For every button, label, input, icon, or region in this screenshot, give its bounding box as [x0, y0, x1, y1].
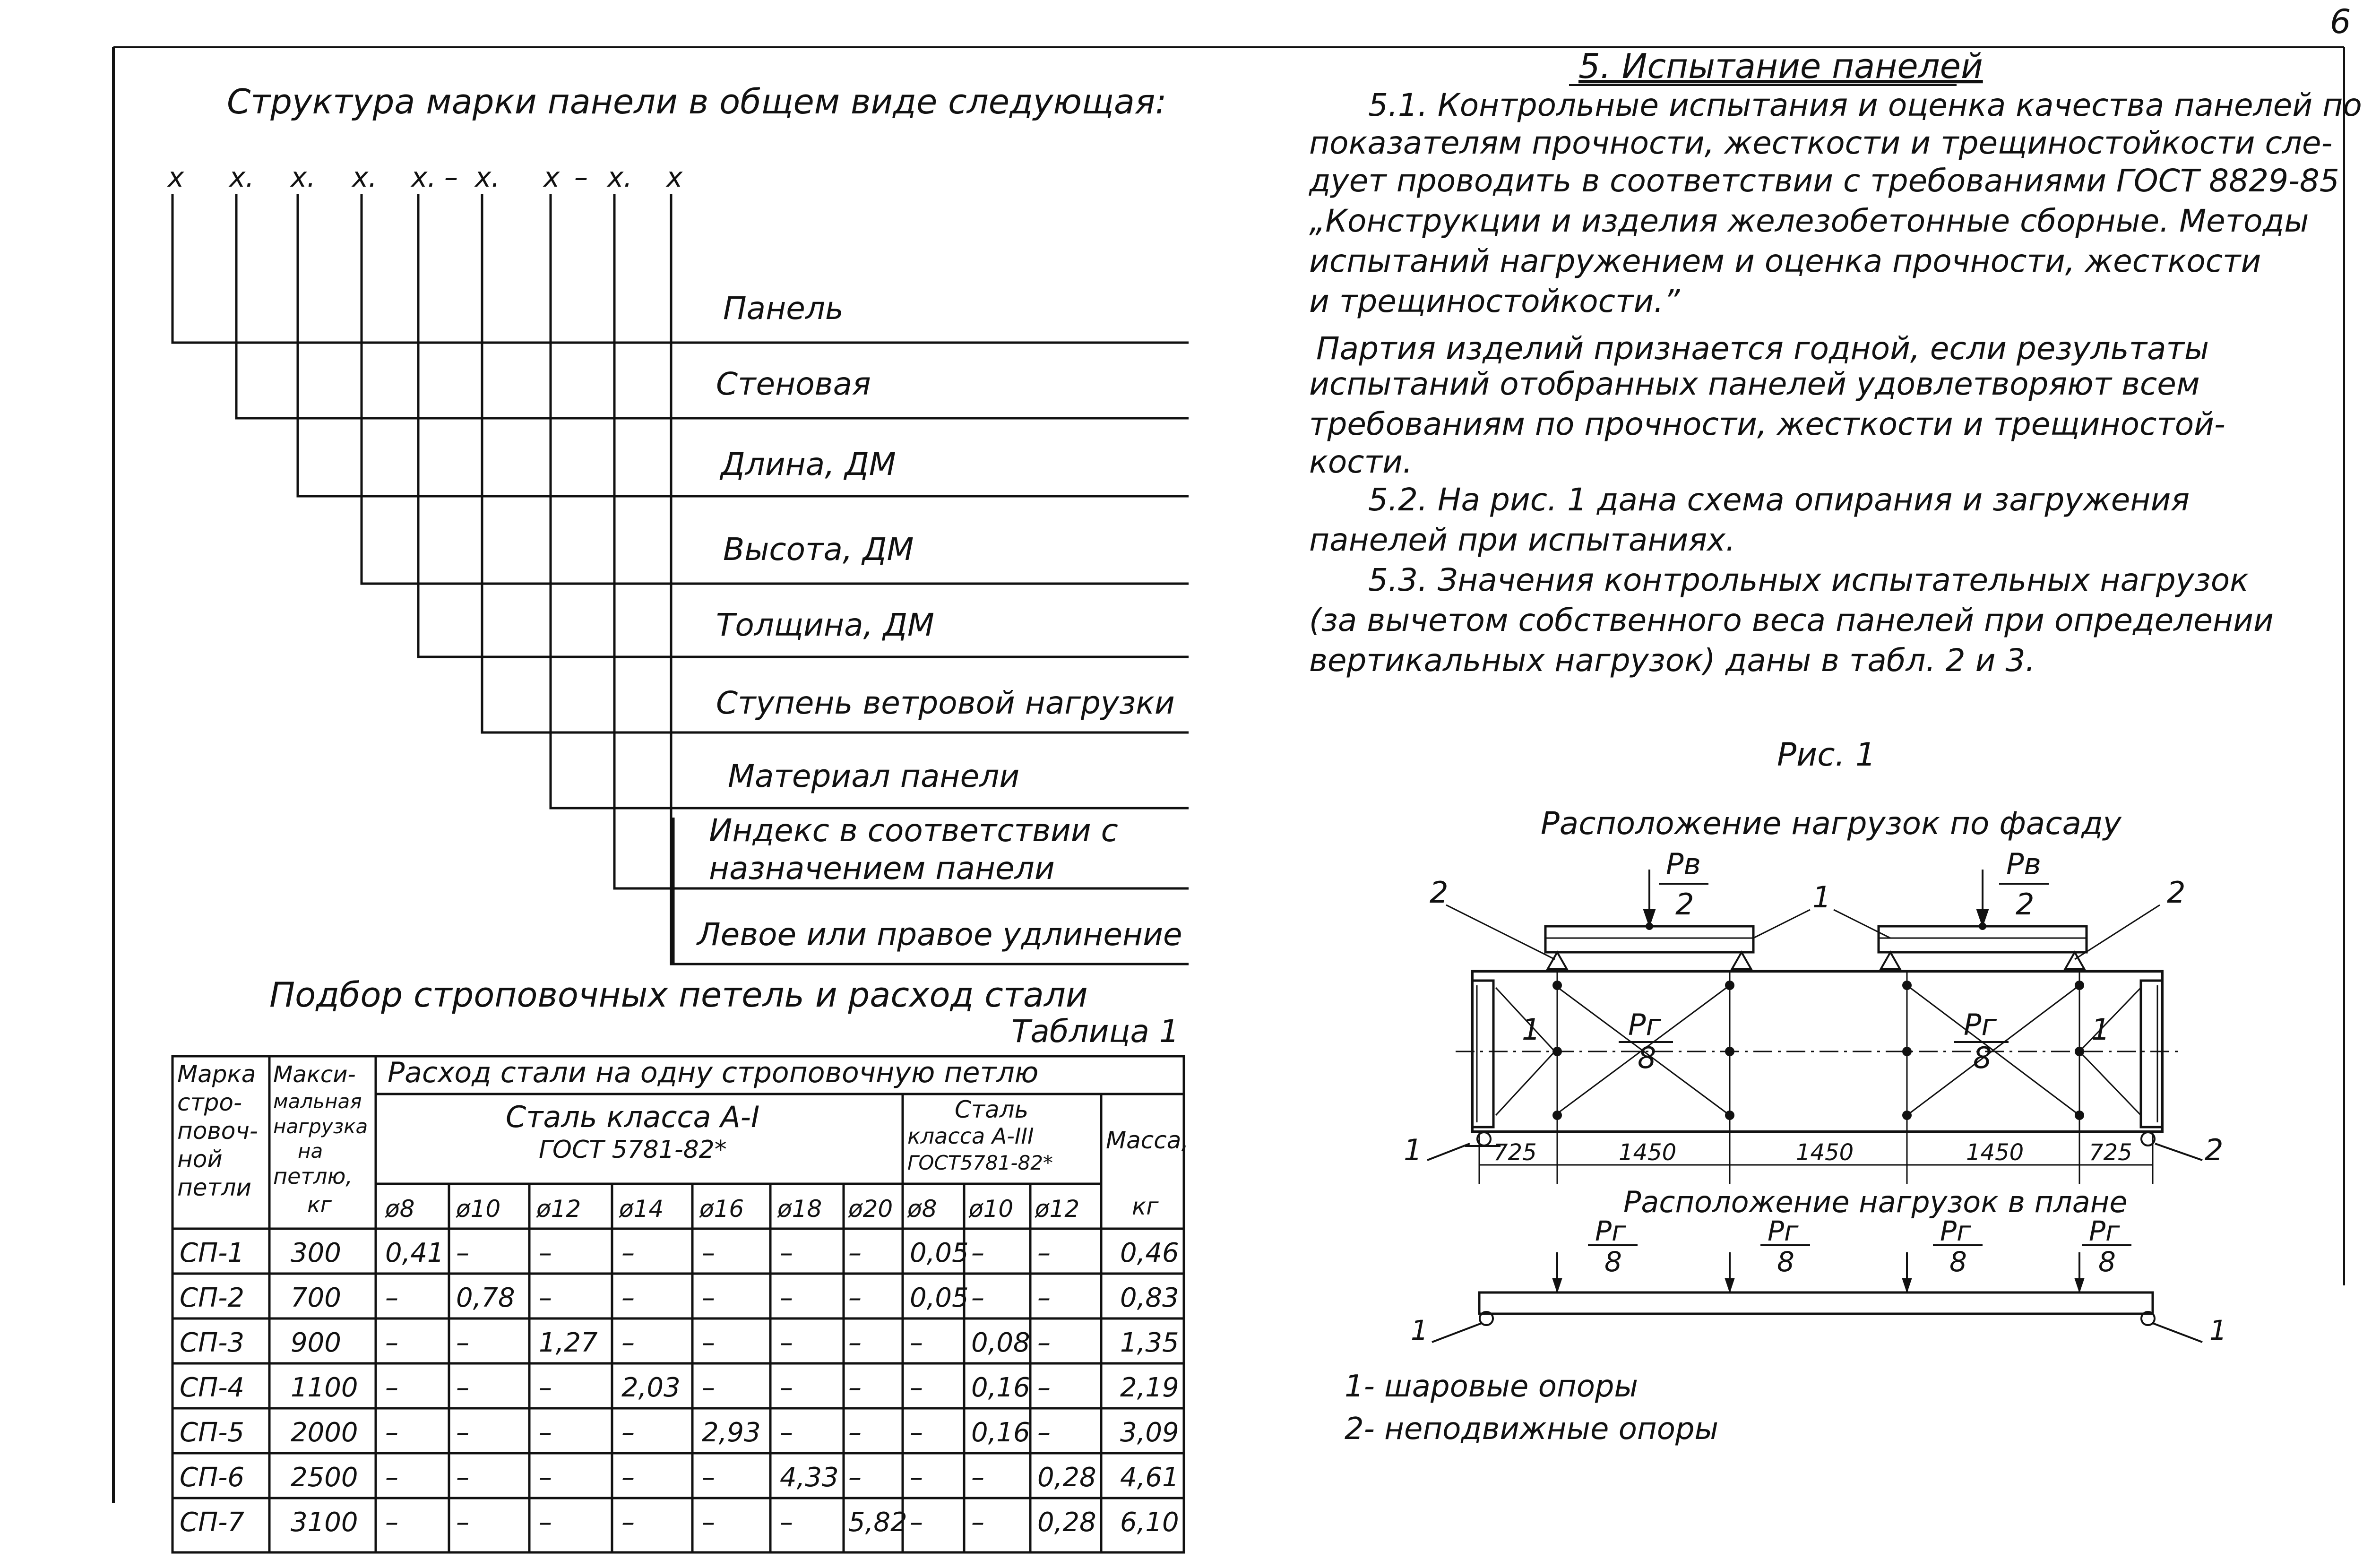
callout-1: 1	[2209, 1314, 2227, 1346]
steel-consumption: –	[621, 1507, 635, 1538]
steel-consumption: 0,08	[971, 1327, 1030, 1358]
pv-numerator: Рв	[1666, 847, 1701, 881]
plan-labels	[1411, 1215, 2227, 1346]
table1-body	[180, 1238, 1179, 1538]
mark-pattern-x: х.	[291, 161, 316, 193]
mark-pattern-x: х.	[229, 161, 254, 193]
steel-consumption: –	[621, 1283, 635, 1313]
mark-pattern-x: х.	[411, 161, 436, 193]
callout-1: 1	[1522, 1012, 1541, 1047]
dim-value: 1450	[1966, 1139, 2024, 1166]
steel-consumption: –	[539, 1238, 552, 1268]
head-col1-line: Марка	[177, 1060, 256, 1088]
p-batch-line: Партия изделий признается годной, если результаты	[1316, 330, 2209, 367]
facade-labels	[1404, 847, 2223, 1167]
p51-line: „Конструкции и изделия железобетонные сборные. Методы	[1309, 203, 2309, 239]
head-col2-line: Макси-	[273, 1061, 356, 1088]
steel-consumption: –	[385, 1417, 398, 1448]
steel-consumption: –	[910, 1417, 923, 1448]
p53-line: вертикальных нагрузок) даны в табл. 2 и 3.	[1309, 642, 2035, 679]
steel-consumption: –	[702, 1283, 715, 1313]
head-steel1-line1: Сталь класса А-I	[506, 1100, 760, 1134]
mark-pattern-dash: –	[444, 161, 458, 193]
steel-consumption: –	[539, 1417, 552, 1448]
pg-numerator: Рг	[1628, 1008, 1661, 1042]
table-row	[180, 1327, 1179, 1358]
p52-line: 5.2. На рис. 1 дана схема опирания и загружения	[1368, 482, 2190, 518]
mass-value: 0,46	[1120, 1238, 1179, 1268]
steel-consumption: –	[1037, 1417, 1051, 1448]
diameter-header: ø8	[907, 1195, 937, 1223]
steel-consumption: –	[456, 1372, 469, 1403]
head-steel2-line: ГОСТ5781-82*	[907, 1151, 1053, 1174]
loop-mark: СП-7	[180, 1507, 245, 1538]
steel-consumption: 5,82	[848, 1507, 907, 1538]
max-load: 900	[291, 1327, 341, 1358]
table1-number: Таблица 1	[1011, 1013, 1179, 1050]
section5-text	[1309, 87, 2362, 679]
loop-mark: СП-5	[180, 1417, 245, 1448]
steel-consumption: –	[385, 1507, 398, 1538]
loop-mark: СП-4	[180, 1372, 245, 1403]
label-index-line2: назначением панели	[709, 850, 1055, 887]
dim-value: 1450	[1619, 1139, 1677, 1166]
table1-header	[177, 1056, 1189, 1223]
table-row	[180, 1372, 1179, 1403]
mark-pattern-x: х.	[475, 161, 500, 193]
head-col1-line: петли	[177, 1174, 252, 1201]
steel-consumption: –	[456, 1507, 469, 1538]
mass-value: 3,09	[1120, 1417, 1179, 1448]
head-col1-line: ной	[177, 1146, 223, 1173]
steel-consumption: 0,16	[971, 1372, 1030, 1403]
plan-title: Расположение нагрузок в плане	[1623, 1185, 2128, 1219]
mass-value: 0,83	[1120, 1283, 1179, 1313]
table-row	[180, 1417, 1179, 1448]
head-group: Расход стали на одну строповочную петлю	[388, 1056, 1039, 1089]
legend-item-fixed-supports: 2- неподвижные опоры	[1345, 1412, 1718, 1447]
steel-consumption: –	[702, 1462, 715, 1493]
loop-mark: СП-6	[180, 1462, 245, 1493]
label-extension: Левое или правое удлинение	[697, 916, 1182, 953]
label-wall: Стеновая	[716, 366, 871, 402]
head-col2-line: кг	[307, 1192, 332, 1217]
callout-1: 1	[1411, 1314, 1428, 1346]
head-col2-line: нагрузка	[273, 1115, 368, 1138]
loop-mark: СП-3	[180, 1327, 245, 1358]
steel-consumption: –	[539, 1372, 552, 1403]
loop-mark: СП-1	[180, 1238, 245, 1268]
max-load: 2000	[291, 1417, 358, 1448]
steel-consumption: –	[621, 1238, 635, 1268]
steel-consumption: 0,78	[456, 1283, 515, 1313]
steel-consumption: –	[780, 1417, 793, 1448]
steel-consumption: –	[848, 1327, 862, 1358]
figure-legend	[1345, 1369, 1718, 1447]
steel-consumption: –	[910, 1327, 923, 1358]
steel-consumption: –	[848, 1283, 862, 1313]
steel-consumption: 1,27	[539, 1327, 598, 1358]
p53-line: 5.3. Значения контрольных испытательных нагрузок	[1368, 562, 2249, 598]
steel-consumption: –	[910, 1507, 923, 1538]
label-wind-load: Ступень ветровой нагрузки	[716, 685, 1175, 721]
callout-2: 2	[1430, 875, 1449, 910]
steel-consumption: 0,05	[910, 1238, 969, 1268]
max-load: 1100	[291, 1372, 358, 1403]
pg-denominator: 8	[1777, 1246, 1794, 1278]
steel-consumption: –	[1037, 1372, 1051, 1403]
facade-title: Расположение нагрузок по фасаду	[1541, 805, 2122, 842]
dim-value: 725	[2089, 1139, 2132, 1166]
pg-denominator: 8	[1604, 1246, 1622, 1278]
label-panel: Панель	[723, 290, 844, 327]
diameter-header: ø12	[536, 1195, 581, 1223]
steel-consumption: –	[1037, 1238, 1051, 1268]
p51-line: показателям прочности, жесткости и трещиностойкости сле-	[1309, 125, 2333, 161]
steel-consumption: –	[848, 1462, 862, 1493]
mark-pattern-x: х	[666, 161, 683, 193]
callout-1: 1	[2091, 1012, 2110, 1047]
head-col2-line: петлю,	[273, 1163, 353, 1189]
callout-2: 2	[2167, 875, 2186, 910]
dimensions	[1493, 1139, 2132, 1166]
steel-consumption: 0,28	[1037, 1507, 1096, 1538]
table1-title: Подбор строповочных петель и расход стали	[269, 975, 1088, 1015]
label-thickness: Толщина, ДМ	[716, 607, 934, 643]
mark-pattern-x: х	[543, 161, 560, 193]
steel-consumption: –	[456, 1417, 469, 1448]
pv-numerator: Рв	[2006, 847, 2041, 881]
pg-denominator: 8	[1949, 1246, 1967, 1278]
pv-denominator: 2	[2016, 887, 2035, 922]
pg-numerator: Рг	[1595, 1215, 1626, 1247]
label-length: Длина, ДМ	[721, 446, 896, 482]
head-mass-line2: кг	[1132, 1193, 1159, 1220]
head-col2-line: мальная	[273, 1090, 362, 1113]
head-col1-line: стро-	[177, 1089, 242, 1116]
steel-consumption: –	[971, 1283, 984, 1313]
diameter-header: ø10	[456, 1195, 501, 1223]
section5-heading: 5. Испытание панелей	[1578, 46, 1983, 86]
pg-numerator: Рг	[2089, 1215, 2120, 1247]
steel-consumption: –	[621, 1327, 635, 1358]
steel-consumption: –	[780, 1372, 793, 1403]
pg-denominator: 8	[1973, 1041, 1992, 1075]
steel-consumption: –	[848, 1417, 862, 1448]
callout-1: 1	[1812, 880, 1831, 914]
p-batch-line: требованиям по прочности, жесткости и трещиностой-	[1309, 406, 2225, 442]
steel-consumption: –	[456, 1238, 469, 1268]
steel-consumption: –	[848, 1238, 862, 1268]
max-load: 300	[291, 1238, 341, 1268]
steel-consumption: –	[971, 1462, 984, 1493]
steel-consumption: –	[539, 1507, 552, 1538]
steel-consumption: –	[385, 1372, 398, 1403]
diameter-header: ø20	[848, 1195, 893, 1223]
max-load: 3100	[291, 1507, 358, 1538]
structure-heading: Структура марки панели в общем виде следующая:	[227, 82, 1167, 121]
table-row	[180, 1238, 1179, 1268]
steel-consumption: –	[780, 1507, 793, 1538]
mass-value: 1,35	[1120, 1327, 1179, 1358]
callout-2: 2	[2205, 1133, 2224, 1167]
table-row	[180, 1283, 1179, 1313]
steel-consumption: –	[780, 1327, 793, 1358]
diameter-header: ø18	[777, 1195, 822, 1223]
steel-consumption: –	[780, 1283, 793, 1313]
diameter-header: ø8	[385, 1195, 415, 1223]
label-height: Высота, ДМ	[723, 531, 914, 568]
steel-consumption: –	[971, 1507, 984, 1538]
dim-value: 1450	[1796, 1139, 1854, 1166]
max-load: 2500	[291, 1462, 358, 1493]
mark-pattern-x: х.	[607, 161, 632, 193]
p51-line: 5.1. Контрольные испытания и оценка качества панелей по	[1368, 87, 2362, 123]
mark-pattern	[167, 161, 683, 193]
p53-line: (за вычетом собственного веса панелей при определении	[1309, 602, 2274, 638]
steel-consumption: –	[456, 1462, 469, 1493]
mark-pattern-x: х.	[352, 161, 377, 193]
mass-value: 2,19	[1120, 1372, 1179, 1403]
p51-line: испытаний нагружением и оценка прочности, жесткости	[1309, 243, 2261, 279]
steel-consumption: –	[621, 1417, 635, 1448]
diameter-header: ø16	[699, 1195, 744, 1223]
p51-line: дует проводить в соответствии с требованиями ГОСТ 8829-85	[1309, 163, 2339, 199]
head-steel2-line: Сталь	[955, 1096, 1029, 1123]
steel-consumption: –	[621, 1462, 635, 1493]
head-col2-line: на	[298, 1139, 323, 1163]
pg-numerator: Рг	[1964, 1008, 1997, 1042]
pg-denominator: 8	[2098, 1246, 2116, 1278]
steel-consumption: –	[385, 1327, 398, 1358]
steel-consumption: 0,28	[1037, 1462, 1096, 1493]
p52-line: панелей при испытаниях.	[1309, 522, 1736, 558]
steel-consumption: –	[702, 1327, 715, 1358]
p-batch-line: испытаний отобранных панелей удовлетворяют всем	[1309, 366, 2200, 402]
table-row	[180, 1507, 1179, 1538]
steel-consumption: –	[910, 1462, 923, 1493]
head-col1-line: повоч-	[177, 1117, 258, 1145]
p-batch-line: кости.	[1309, 444, 1413, 480]
max-load: 700	[291, 1283, 341, 1313]
pv-denominator: 2	[1675, 887, 1694, 922]
head-mass-line1: Масса,	[1106, 1127, 1189, 1154]
pg-numerator: Рг	[1940, 1215, 1971, 1247]
mark-pattern-x: х	[168, 161, 184, 193]
mass-value: 4,61	[1120, 1462, 1179, 1493]
facade-diagram	[1427, 870, 2202, 1184]
steel-consumption: 2,03	[621, 1372, 681, 1403]
mark-pattern-dash: –	[574, 161, 588, 193]
steel-consumption: 4,33	[780, 1462, 839, 1493]
p51-line: и трещиностойкости.”	[1309, 283, 1680, 319]
diameter-header: ø14	[619, 1195, 664, 1223]
steel-consumption: 0,05	[910, 1283, 969, 1313]
steel-consumption: –	[456, 1327, 469, 1358]
table-row	[180, 1462, 1179, 1493]
steel-consumption: –	[539, 1462, 552, 1493]
dim-value: 725	[1493, 1139, 1537, 1166]
steel-consumption: –	[702, 1238, 715, 1268]
steel-consumption: –	[1037, 1327, 1051, 1358]
mass-value: 6,10	[1120, 1507, 1179, 1538]
label-material: Материал панели	[728, 758, 1020, 794]
plan-diagram	[1432, 1252, 2202, 1342]
mark-labels	[696, 290, 1182, 953]
loop-mark: СП-2	[180, 1283, 245, 1313]
steel-consumption: –	[780, 1238, 793, 1268]
steel-consumption: 2,93	[702, 1417, 761, 1448]
callout-1: 1	[1404, 1133, 1423, 1167]
steel-consumption: –	[385, 1283, 398, 1313]
steel-consumption: –	[910, 1372, 923, 1403]
head-steel2-line: класса А-III	[907, 1123, 1034, 1149]
legend-item-ball-supports: 1- шаровые опоры	[1345, 1369, 1638, 1404]
steel-consumption: –	[848, 1372, 862, 1403]
steel-consumption: –	[1037, 1283, 1051, 1313]
pg-denominator: 8	[1638, 1041, 1656, 1075]
steel-consumption: –	[702, 1372, 715, 1403]
diameter-header: ø12	[1035, 1195, 1080, 1223]
steel-consumption: 0,16	[971, 1417, 1030, 1448]
steel-consumption: –	[539, 1283, 552, 1313]
steel-consumption: –	[385, 1462, 398, 1493]
steel-consumption: –	[702, 1507, 715, 1538]
diameter-header: ø10	[969, 1195, 1014, 1223]
steel-consumption: 0,41	[385, 1238, 444, 1268]
figure1-caption: Рис. 1	[1777, 736, 1876, 774]
pg-numerator: Рг	[1768, 1215, 1799, 1247]
steel-consumption: –	[971, 1238, 984, 1268]
label-index-line1: Индекс в соответствии с	[709, 812, 1118, 849]
page-number: 6	[2330, 2, 2351, 41]
head-steel1-line2: ГОСТ 5781-82*	[539, 1136, 727, 1164]
